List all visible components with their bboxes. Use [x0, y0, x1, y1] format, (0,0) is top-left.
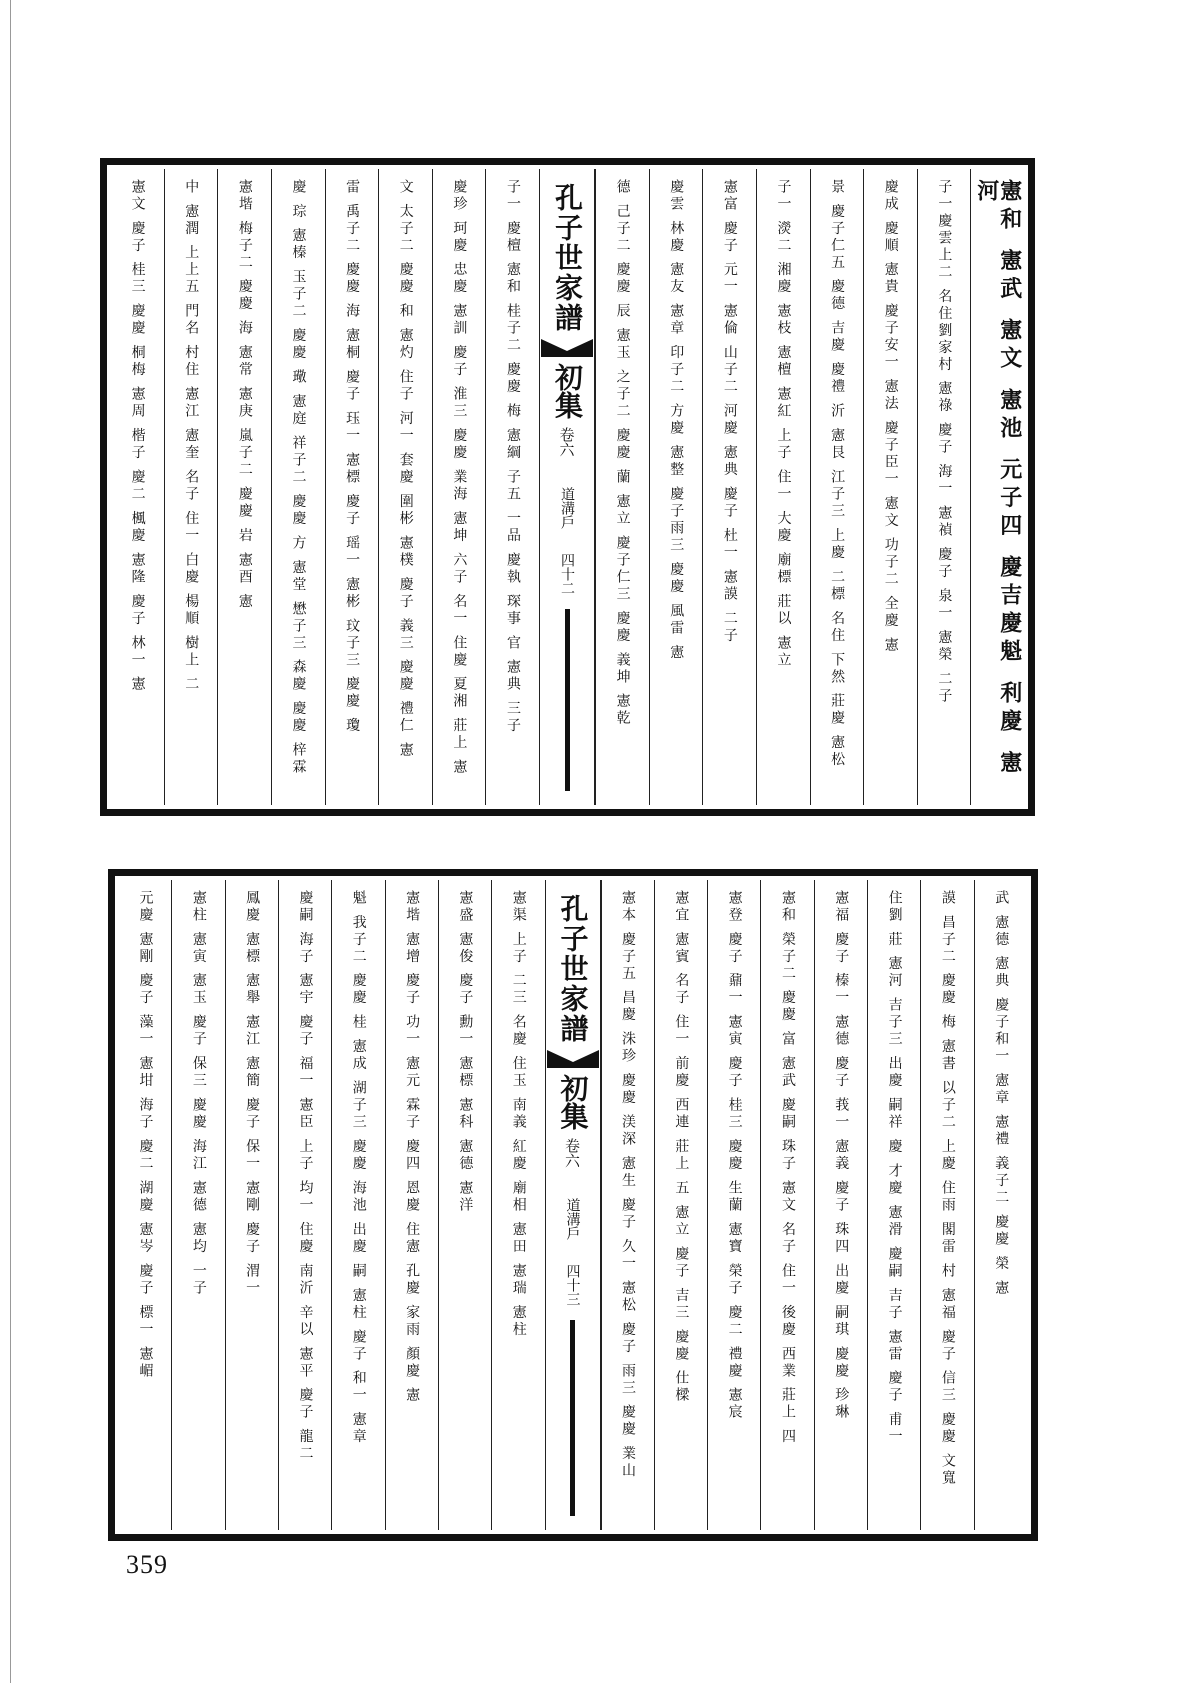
text-column [325, 169, 379, 805]
page-edge-line [10, 0, 11, 1683]
book-subtitle: 初集 [556, 1074, 590, 1130]
text-column [601, 880, 654, 1530]
column-text: 憲和 憲武 憲文 憲池 元子四 慶吉慶魁 利慶 憲河 [973, 179, 1023, 779]
center-margin-column [539, 169, 595, 805]
column-text: 子一 濙二 湘慶 憲枝 憲檀 憲紅 上子 住一 大慶 廟標 莊以 憲立 [775, 179, 792, 669]
column-text: 慶雲 林慶 憲友 憲章 印子二 方慶 憲整 慶子雨三 慶慶 風雷 憲 [668, 179, 685, 662]
fishtail-mark-icon [547, 1048, 599, 1070]
place-label: 道溝戶 [564, 1198, 581, 1240]
column-text: 慶嗣 海子 憲宇 慶子 福一 憲臣 上子 均一 住慶 南沂 辛以 憲平 慶子 龍二 [297, 890, 314, 1463]
column-text: 憲堦 梅子二 慶慶 海 憲常 憲庚 嵐子二 慶慶 岩 憲酉 憲 [236, 179, 253, 611]
text-column [119, 880, 171, 1530]
column-text: 憲堦 憲增 慶子 功一 憲元 霖子 慶四 恩慶 住憲 孔慶 家雨 顏慶 憲 [404, 890, 421, 1405]
column-text: 憲渠 上子 二三 名慶 住玉 南義 紅慶 廟相 憲田 憲瑞 憲柱 [510, 890, 527, 1339]
column-text: 子一 慶檀 憲和 桂子二 慶慶 梅 憲綱 子五 一品 慶執 琛事 官 憲典 三子 [505, 179, 522, 735]
text-column [225, 880, 278, 1530]
column-text: 元慶 憲剛 慶子 藻一 憲坩 海子 慶二 湖慶 憲岑 慶子 標一 憲嵋 [137, 890, 154, 1380]
column-text: 憲柱 憲寅 憲玉 慶子 保三 慶慶 海江 憲德 憲均 一子 [190, 890, 207, 1298]
text-column [171, 880, 224, 1530]
text-column [810, 169, 864, 805]
text-column [432, 169, 486, 805]
column-text: 武 憲德 憲典 慶子和一 憲章 憲禮 義子二 慶慶 榮 憲 [993, 890, 1010, 1298]
page-number: 359 [126, 1550, 168, 1579]
column-text: 憲和 榮子二 慶慶 富 憲武 慶嗣 珠子 憲文 名子 住一 後慶 西業 莊上 四 [779, 890, 796, 1446]
column-text: 景 慶子仁五 慶德 吉慶 慶禮 沂 憲艮 江子三 上慶 二標 名住 下然 莊慶 憲松 [829, 179, 846, 769]
genealogy-panel-bottom [108, 869, 1038, 1541]
book-title: 孔子世家譜 [551, 183, 584, 333]
leaf-number: 四十三 [564, 1264, 581, 1306]
volume-label: 卷六 [563, 1138, 581, 1168]
text-column [164, 169, 218, 805]
column-text: 憲本 慶子五 昌慶 洙珍 慶慶 渼深 憲生 慶子 久一 憲松 慶子 雨三 慶慶 業山 [620, 890, 636, 1480]
column-text: 憲福 慶子 榛一 憲德 慶子 莪一 憲義 慶子 珠四 出慶 嗣琪 慶慶 珍琳 [833, 890, 850, 1422]
text-column [485, 169, 539, 805]
text-column [970, 169, 1024, 805]
book-title: 孔子世家譜 [556, 894, 590, 1044]
column-text: 憲文 慶子 桂三 慶慶 桐梅 憲周 楷子 慶二 楓慶 憲隆 慶子 林一 憲 [129, 179, 146, 694]
text-column [438, 880, 491, 1530]
text-column [917, 169, 971, 805]
column-text: 憲登 慶子 鼐一 憲寅 慶子 桂三 慶慶 生蘭 憲寶 榮子 慶二 禮慶 憲宸 [726, 890, 743, 1422]
column-text: 憲富 慶子 元一 憲倫 山子二 河慶 憲典 慶子 杜一 憲謨 二子 [721, 179, 738, 645]
text-column [271, 169, 325, 805]
column-text: 慶珍 珂慶 忠慶 憲訓 慶子 淮三 慶慶 業海 憲坤 六子 名一 住慶 夏湘 莊上 憲 [451, 179, 468, 777]
column-text: 魁 我子二 慶慶 桂 憲成 湖子三 慶慶 海池 出慶 嗣 憲柱 慶子 和一 憲章 [350, 890, 367, 1446]
text-column [378, 169, 432, 805]
column-text: 鳳慶 憲標 憲舉 憲江 憲簡 慶子 保一 憲剛 慶子 渭一 [244, 890, 261, 1298]
text-column [331, 880, 384, 1530]
text-column [649, 169, 703, 805]
column-text: 雷 禹子二 慶慶 海 憲桐 慶子 珏一 憲標 慶子 瑶一 憲彬 玟子三 慶慶 瓊 [344, 179, 361, 735]
text-column [595, 169, 649, 805]
center-bar [565, 609, 570, 791]
column-text: 憲盛 憲俊 慶子 勳一 憲標 憲科 憲德 憲洋 [457, 890, 474, 1215]
column-text: 文 太子二 慶慶 和 憲灼 住子 河一 套慶 圍彬 憲樸 慶子 義三 慶慶 禮仁 憲 [397, 179, 414, 760]
text-column [654, 880, 707, 1530]
column-text: 住劉 莊 憲河 吉子三 出慶 嗣祥 慶 才慶 憲滑 慶嗣 吉子 憲雷 慶子 甫一 [886, 890, 903, 1446]
book-subtitle: 初集 [551, 363, 584, 419]
text-column [702, 169, 756, 805]
place-label: 道溝戶 [559, 487, 575, 529]
text-column [385, 880, 438, 1530]
text-column [920, 880, 973, 1530]
volume-label: 卷六 [557, 427, 576, 457]
text-column [863, 169, 917, 805]
column-text: 德 己子二 慶慶 辰 憲玉 之子二 慶慶 蘭 憲立 慶子仁三 慶慶 義坤 憲乾 [614, 179, 631, 728]
column-text: 憲宜 憲賓 名子 住一 前慶 西連 莊上 五 憲立 慶子 吉三 慶慶 仕樑 [673, 890, 690, 1405]
text-column [867, 880, 920, 1530]
text-column [756, 169, 810, 805]
text-column [217, 169, 271, 805]
column-text: 慶 琮 憲榛 玉子二 慶慶 璥 憲庭 祥子二 慶慶 方 憲堂 懋子三 森慶 慶慶 梓霖 [290, 179, 307, 777]
column-text: 慶成 慶順 憲貴 慶子安一 憲法 慶子臣一 憲文 功子二 全慶 憲 [882, 179, 899, 655]
genealogy-panel-top [100, 158, 1035, 816]
text-column [491, 880, 544, 1530]
center-margin-column [545, 880, 601, 1530]
column-text: 中 憲潤 上上五 門名 村住 憲江 憲奎 名子 住一 白慶 楊順 樹上 二 [183, 179, 200, 694]
text-column [707, 880, 760, 1530]
text-column [278, 880, 331, 1530]
center-bar [570, 1320, 575, 1516]
text-column [111, 169, 164, 805]
column-text: 子一慶雲上二 名住劉家村 憲祿 慶子 海一 憲禎 慶子 泉一 憲榮 二子 [936, 179, 953, 706]
text-column [814, 880, 867, 1530]
text-column [974, 880, 1027, 1530]
column-text: 謨 昌子二 慶慶 梅 憲書 以子二 上慶 住雨 閣雷 村 憲福 慶子 信三 慶慶 文寬 [939, 890, 956, 1488]
leaf-number: 四十二 [559, 553, 575, 595]
fishtail-mark-icon [541, 337, 593, 359]
text-column [760, 880, 813, 1530]
